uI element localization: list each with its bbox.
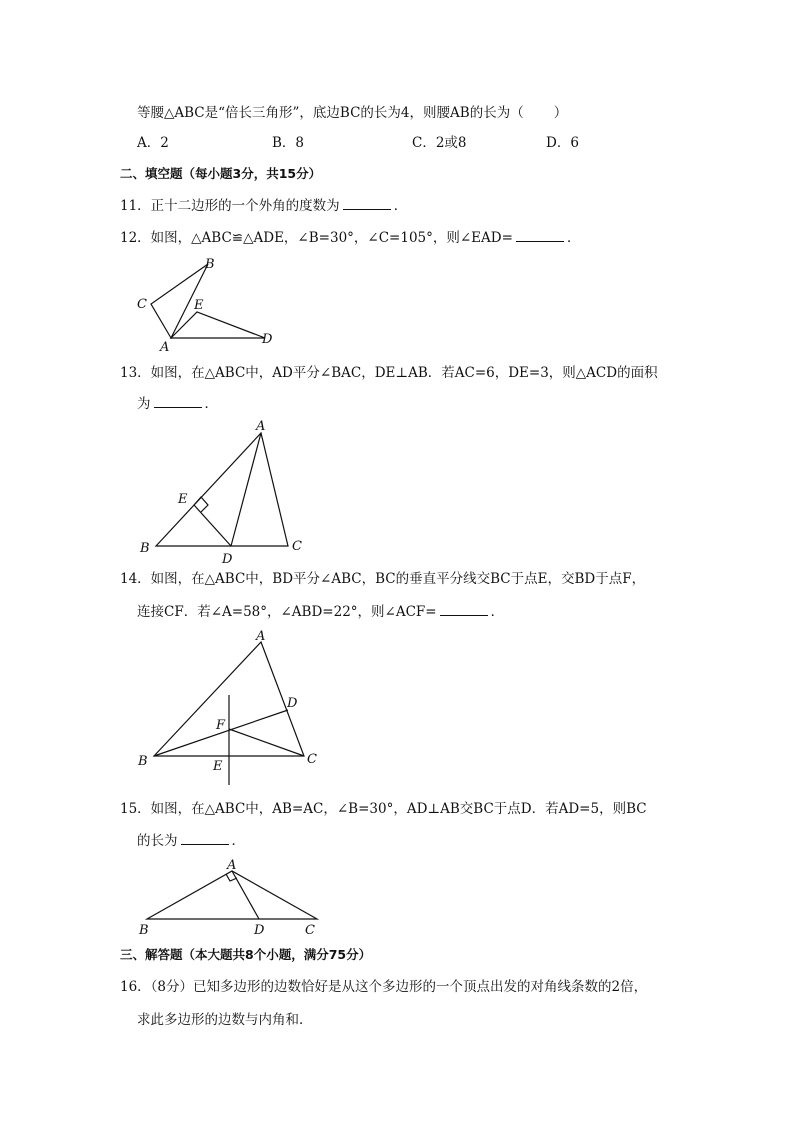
q14-figure — [135, 625, 330, 785]
section3-heading: 三、解答题（本大题共8个小题，满分75分） — [120, 947, 372, 962]
q12-label-d: D — [262, 332, 273, 347]
q15-label-a: A — [227, 858, 237, 873]
q12-label-e: E — [194, 298, 204, 313]
q14-label-a: A — [256, 629, 266, 644]
q14-text-line2: 连接CF．若∠A=58°，∠ABD=22°，则∠ACF= ． — [137, 604, 505, 620]
q12-figure — [130, 252, 290, 352]
q13-text-line1: 13．如图，在△ABC中，AD平分∠BAC，DE⊥AB．若AC=6，DE=3，则△ACD的面积 — [120, 365, 658, 381]
q14-segment-cf — [229, 729, 304, 756]
q13-label-d: D — [222, 552, 233, 567]
q11-text: 11．正十二边形的一个外角的度数为 ． — [120, 198, 408, 214]
q13-figure — [135, 415, 315, 570]
q13-label-b: B — [140, 541, 150, 556]
q13-triangle-abc — [156, 433, 288, 546]
q10-stem: 等腰△ABC是“倍长三角形”，底边BC的长为4，则腰AB的长为（ ） — [137, 105, 568, 121]
q13-label-e: E — [178, 492, 188, 507]
section2-heading: 二、填空题（每小题3分，共15分） — [120, 166, 322, 181]
q12-label-b: B — [205, 257, 215, 272]
q15-label-c: C — [305, 923, 315, 938]
q12-label-a: A — [160, 340, 170, 352]
q13-segment-de — [194, 505, 231, 546]
q14-label-f: F — [216, 718, 226, 733]
q13-label-a: A — [256, 419, 266, 434]
q13-text-line2: 为 ． — [137, 396, 218, 412]
q13-label-c: C — [292, 539, 302, 554]
q14-label-b: B — [138, 754, 148, 769]
q10-option-b: B．8 — [272, 135, 305, 151]
q12-triangle-ade — [171, 312, 265, 338]
q14-label-e: E — [213, 759, 223, 774]
q15-label-b: B — [139, 923, 149, 938]
q15-label-d: D — [254, 923, 265, 938]
q14-label-d: D — [287, 696, 298, 711]
q14-text-line1: 14．如图，在△ABC中，BD平分∠ABC，BC的垂直平分线交BC于点E，交BD于点F， — [120, 571, 646, 587]
q15-triangle-abc — [147, 871, 317, 919]
q14-label-c: C — [307, 752, 317, 767]
q15-figure — [135, 855, 335, 940]
q10-option-c: C．2或8 — [412, 135, 467, 151]
q10-option-d: D．6 — [546, 135, 579, 151]
q12-label-c: C — [137, 297, 147, 312]
q12-text: 12．如图，△ABC≌△ADE，∠B=30°，∠C=105°，则∠EAD= ． — [120, 230, 581, 246]
q14-segment-bd — [154, 710, 288, 756]
q16-text-line2: 求此多边形的边数与内角和． — [137, 1012, 313, 1028]
q10-option-a: A．2 — [137, 135, 169, 151]
q16-text-line1: 16．（8分）已知多边形的边数恰好是从这个多边形的一个顶点出发的对角线条数的2倍， — [120, 979, 648, 995]
q15-text-line1: 15．如图，在△ABC中，AB=AC，∠B=30°，AD⊥AB交BC于点D．若AD=5，则BC — [120, 801, 647, 817]
q13-right-angle-mark — [194, 497, 208, 512]
q15-text-line2: 的长为 ． — [137, 833, 245, 849]
